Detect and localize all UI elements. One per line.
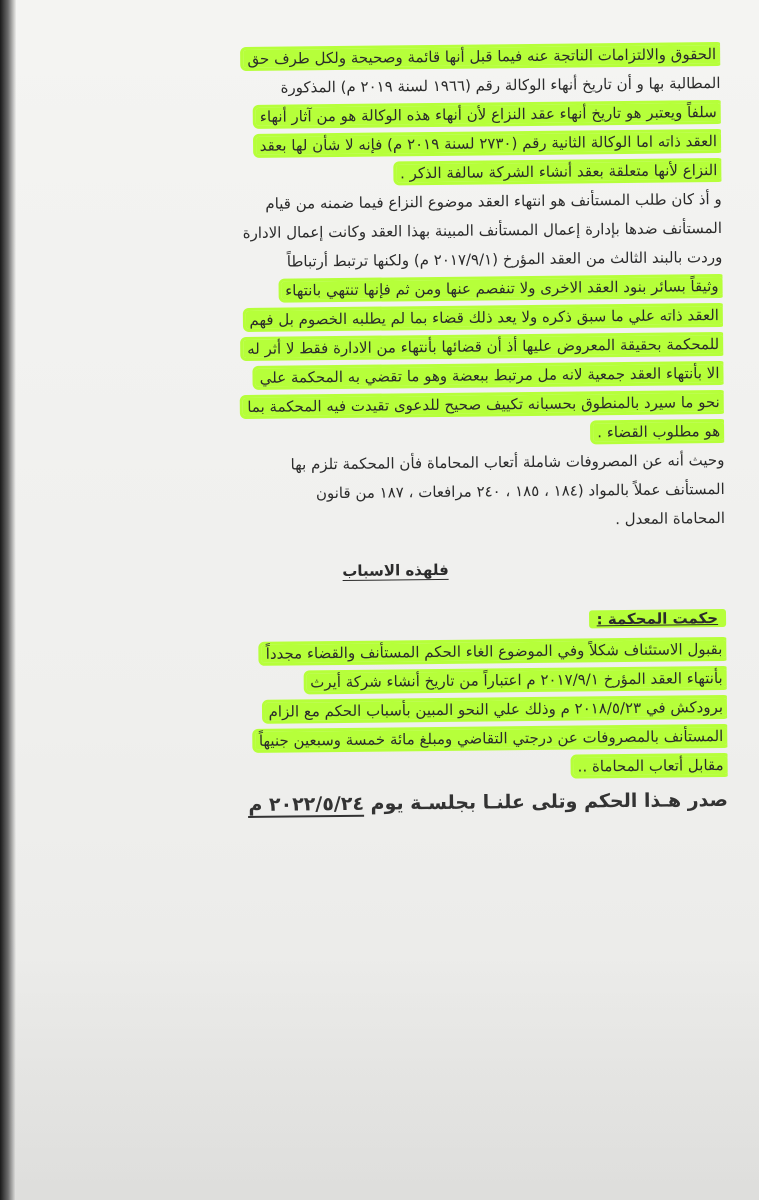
text-line: المستأنف ضدها بإدارة إعمال المستأنف المبينة بهذا العقد وكانت إعمال الادارة [242,218,723,243]
text-line: بأنتهاء العقد المؤرخ ٢٠١٧/٩/١ م اعتباراً من تاريخ أنشاء شركة أيرث [67,664,727,700]
page-edge-shadow [0,0,16,1200]
text-line: مقابل أتعاب المحاماة .. [67,751,727,787]
text-line: الحقوق والالتزامات الناتجة عنه فيما قبل أنها قائمة وصحيحة ولكل طرف حق [60,40,720,76]
reasons-heading: فلهذه الاسباب [342,560,449,580]
text-line: النزاع لأنها متعلقة بعقد أنشاء الشركة سالفة الذكر . [61,156,721,192]
text-line: المطالبة بها و أن تاريخ أنهاء الوكالة رقم (١٩٦٦ لسنة ٢٠١٩ م) المذكورة [280,73,721,97]
text-line: المحاماة المعدل . [615,508,726,529]
text-line: وثيقاً بسائر بنود العقد الاخرى ولا تنفصم عنها ومن ثم فإنها تنتهي بانتهاء [62,272,722,308]
text-line: العقد ذاته علي ما سبق ذكره ولا يعد ذلك قضاء بما لم يطلبه الخصوم بل فهم [63,301,723,337]
signature-prefix: صدر هـذا الحكم وتلى علنـا بجلسـة يوم [370,788,729,815]
ruling-heading: حكمت المحكمة : [66,601,726,642]
paper-shading [16,950,759,1200]
text-line: بقبول الاستئناف شكلاً وفي الموضوع الغاء الحكم المستأنف والقضاء مجدداً [66,635,726,671]
text-line: العقد ذاته اما الوكالة الثانية رقم (٢٧٣٠ لسنة ٢٠١٩ م) فإنه لا شأن لها بعقد [61,127,721,163]
text-line: نحو ما سيرد بالمنطوق بحسبانه تكييف صحيح للدعوى تقيدت فيه المحكمة بما [64,388,724,424]
text-line: برودكش في ٢٠١٨/٥/٢٣ م وذلك علي النحو المبين بأسباب الحكم مع الزام [67,693,727,729]
signature-line [68,780,728,827]
text-line: سلفاً ويعتبر هو تاريخ أنهاء عقد النزاع لأن أنهاء هذه الوكالة هو من آثار أنهاء [61,98,721,134]
text-line: المستأنف بالمصروفات عن درجتي التقاضي ومبلغ مائة خمسة وسبعين جنيهاً [67,722,727,758]
text-line: للمحكمة بحقيقة المعروض عليها أذ أن قضائها بأنتهاء من الادارة فقط لا أثر له [63,330,723,366]
text-line: المستأنف عملاً بالمواد (١٨٤ ، ١٨٥ ، ٢٤٠ مرافعات ، ١٨٧ من قانون [315,479,725,503]
text-line: و أذ كان طلب المستأنف هو انتهاء العقد موضوع النزاع فيما ضمنه من قيام [265,189,722,213]
text-line: الا بأنتهاء العقد جمعية لانه مل مرتبط ببعضة وهو ما تقضي به المحكمة علي [63,359,723,395]
text-line: وحيث أنه عن المصروفات شاملة أتعاب المحاماة فأن المحكمة تلزم بها [290,450,725,474]
text-line: هو مطلوب القضاء . [64,417,724,453]
court-ruling-text [60,40,728,827]
ruling-date: ٢٠٢٢/٥/٢٤ م [248,792,365,816]
text-line: وردت بالبند الثالث من العقد المؤرخ (٢٠١٧/٩/١ م) ولكنها ترتبط أرتباطاً [286,247,723,271]
